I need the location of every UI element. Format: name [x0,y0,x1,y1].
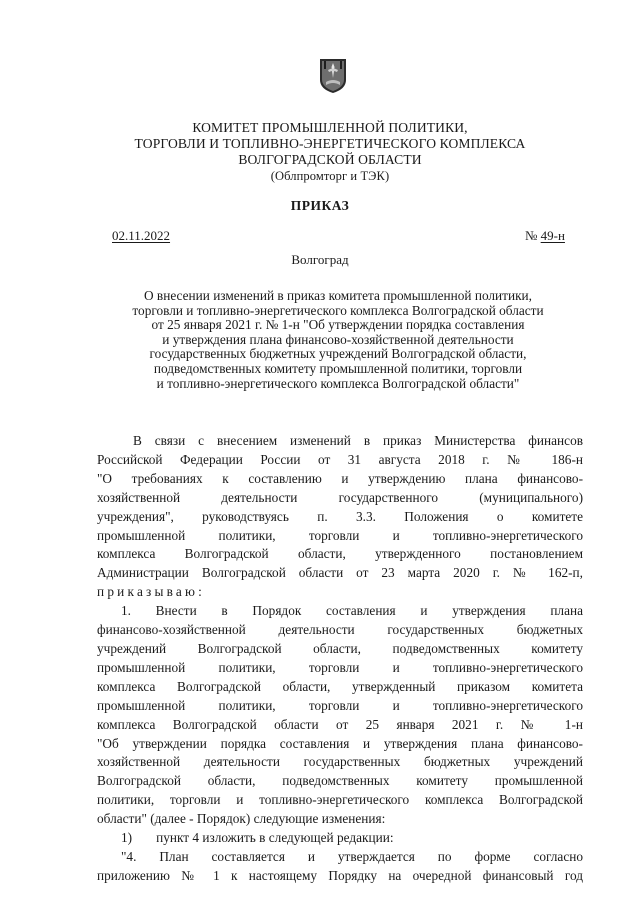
body-line: В связи с внесением изменений в приказ Министерства финансов [133,433,583,448]
subject-line: и топливно-энергетического комплекса Волгоградской области" [156,375,520,391]
organization-header [120,120,540,184]
subject-line: торговли и топливно-энергетического комплекса Волгоградской области [132,302,544,318]
volgograd-coat-of-arms-icon [319,58,347,94]
org-line-3: ВОЛГОГРАДСКОЙ ОБЛАСТИ [238,152,422,167]
subject-line: подведомственных комитету промышленной политики, торговли [153,360,523,376]
body-line: финансово-хозяйственной деятельности государственных бюджетных [97,622,583,638]
body-line: промышленной политики, торговли и топливно-энергетического [97,527,583,543]
body-line: промышленной политики, торговли и топливно-энергетического [97,697,583,713]
body-line: Российской Федерации России от 31 августа 2018 г. № 186-н [97,451,583,467]
body-line: Волгоградской области, подведомственных комитету промышленной [97,773,583,789]
body-line: комплекса Волгоградской области, утвержденного постановлением [97,546,583,562]
document-type-title: ПРИКАЗ [290,198,350,213]
order-number [525,228,565,244]
order-date: 02.11.2022 [112,228,171,243]
body-line: политики, торговли и топливно-энергетического комплекса Волгоградской [97,792,583,808]
body-line: приложению № 1 к настоящему Порядку на очередной финансовый год [97,867,583,883]
org-line-2: ТОРГОВЛИ И ТОПЛИВНО-ЭНЕРГЕТИЧЕСКОГО КОМПЛЕКСА [134,136,526,151]
body-line: комплекса Волгоградской области от 25 января 2021 г. № 1-н [97,716,583,732]
body-line: комплекса Волгоградской области, утвержденный приказом комитета [97,678,583,694]
body-line: учреждений Волгоградской области, подведомственных комитету [97,640,583,656]
subject-line: от 25 января 2021 г. № 1-н "Об утверждении порядка составления [151,317,525,333]
body-line: "О требованиях к составлению и утверждению плана финансово- [97,470,583,486]
body-line: "Об утверждении порядка составления и утверждения плана финансово- [97,735,583,751]
org-abbreviation: (Облпромторг и ТЭК) [270,169,390,183]
city: Волгоград [291,252,349,267]
body-line: области" (далее - Порядок) следующие изменения: [97,811,386,827]
order-word: приказываю: [97,584,206,600]
body-line: 1. Внести в Порядок составления и утверждения плана [121,603,583,619]
subitem-number: 1) [121,830,133,846]
body-line: Администрации Волгоградской области от 23 марта 2020 г. № 162-п, [97,565,583,581]
subject-line: государственных бюджетных учреждений Волгоградской области, [149,346,527,362]
order-body [97,432,583,886]
order-number-value: 49-н [540,228,565,243]
order-subject [96,289,580,391]
body-line: учреждения", руководствуясь п. 3.3. Положения о комитете [97,508,583,524]
subitem-text: пункт 4 изложить в следующей редакции: [156,830,394,846]
body-line: хозяйственной деятельности государственного (муниципального) [97,489,583,505]
subitem-1 [97,829,583,848]
org-line-1: КОМИТЕТ ПРОМЫШЛЕННОЙ ПОЛИТИКИ, [192,120,468,135]
order-number-prefix: № [525,228,538,243]
body-line: "4. План составляется и утверждается по форме согласно [121,848,583,864]
body-line: промышленной политики, торговли и топливно-энергетического [97,659,583,675]
body-line: хозяйственной деятельности государственных бюджетных учреждений [97,754,583,770]
subject-line: и утверждения плана финансово-хозяйственной деятельности [162,331,514,347]
subject-line: О внесении изменений в приказ комитета промышленной политики, [144,288,532,303]
